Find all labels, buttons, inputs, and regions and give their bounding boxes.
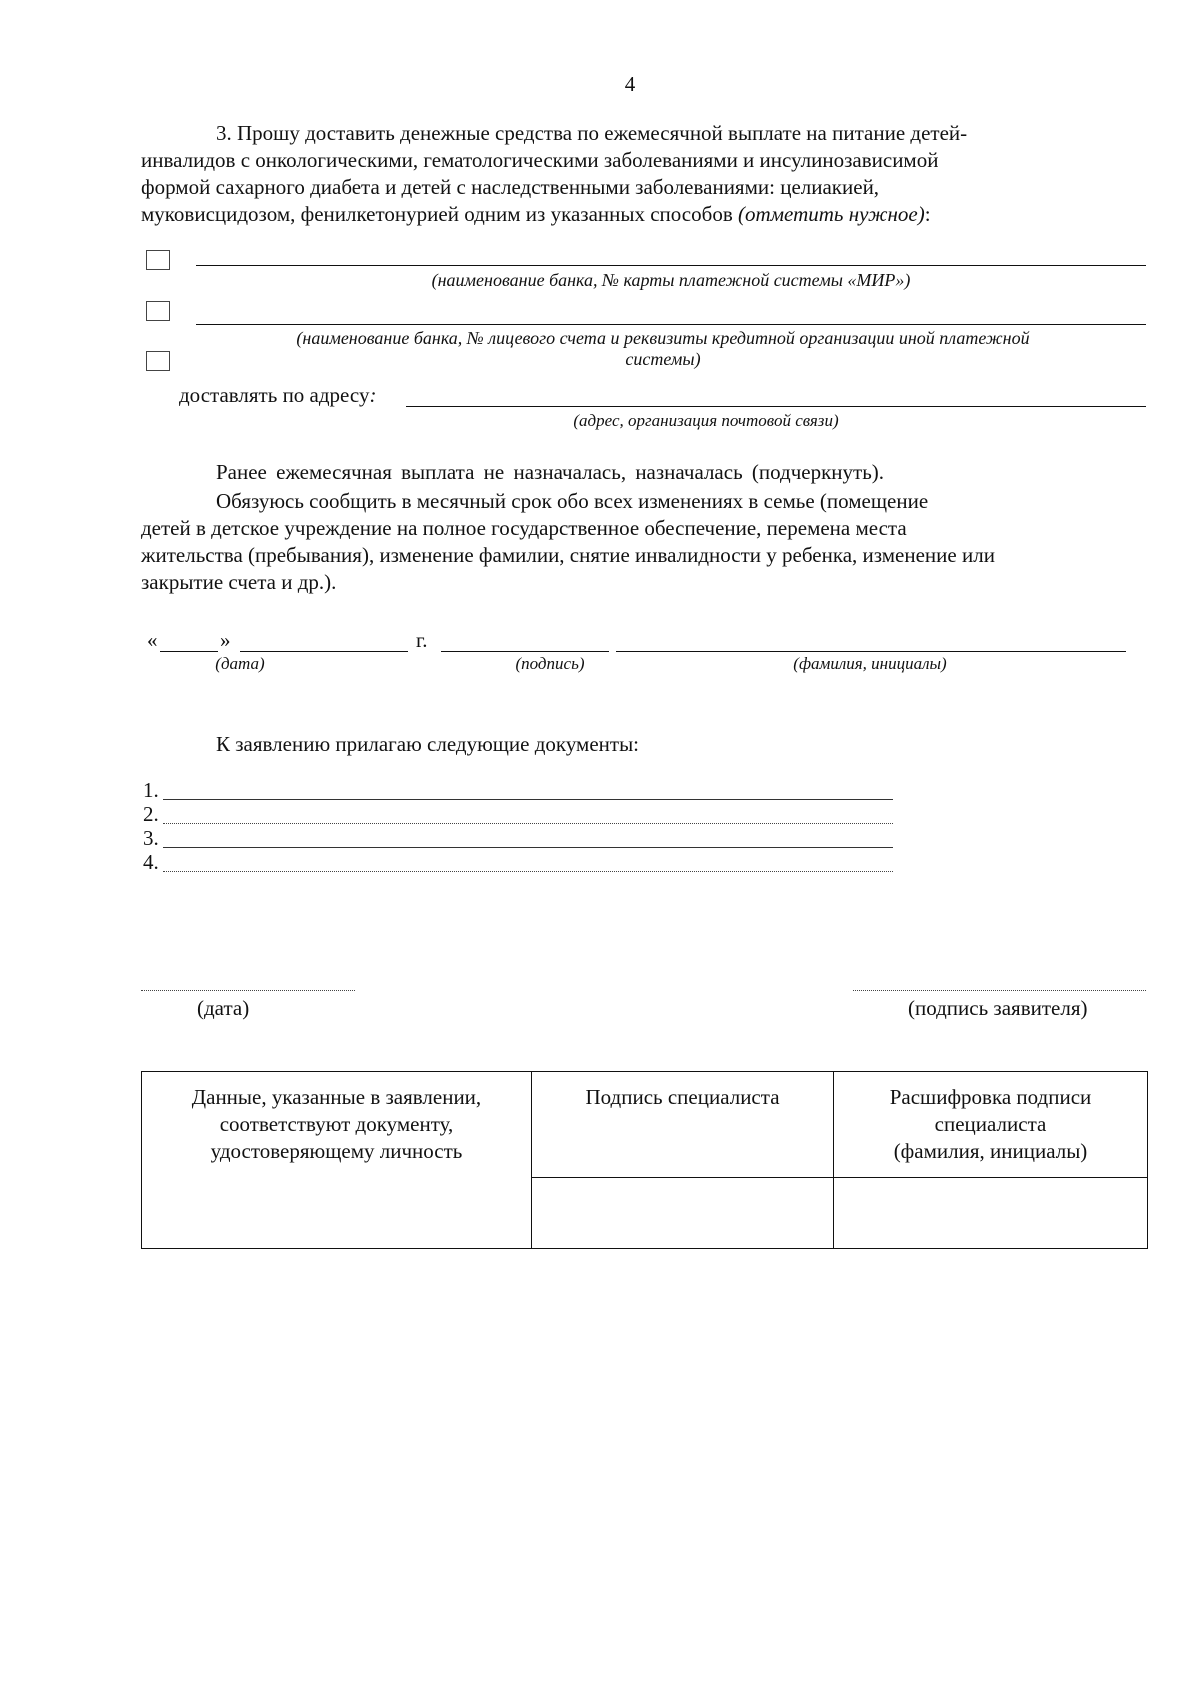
footer-signature-line: [853, 990, 1146, 991]
day-line: [160, 651, 218, 652]
section-3-line-1: 3. Прошу доставить денежные средства по ежемесячной выплате на питание детей-: [216, 121, 968, 145]
postal-delivery-checkbox[interactable]: [146, 351, 170, 371]
page-number: 4: [624, 72, 636, 96]
attachment-line-2: [163, 823, 893, 824]
note-mark-needed: (отметить нужное): [737, 202, 925, 226]
specialist-table: [141, 1071, 1148, 1249]
attachments-heading: К заявлению прилагаю следующие документы:: [216, 732, 640, 756]
address-caption: (адрес, организация почтовой связи): [573, 411, 839, 430]
obligation-line-2: детей в детское учреждение на полное государственное обеспечение, перемена места: [141, 516, 907, 540]
attachment-line-4: [163, 871, 893, 872]
identity-check-cell: Данные, указанные в заявлении, соответствуют документу, удостоверяющему личность: [142, 1072, 532, 1249]
month-line: [240, 651, 408, 652]
specialist-signature-header: Подпись специалиста: [532, 1072, 834, 1178]
name-line: [616, 651, 1126, 652]
year-suffix: г.: [416, 628, 428, 652]
footer-signature-caption: (подпись заявителя): [908, 996, 1088, 1020]
footer-date-line: [141, 990, 355, 991]
mir-card-caption: (наименование банка, № карты платежной системы «МИР»): [431, 270, 911, 290]
obligation-line-1: Обязуюсь сообщить в месячный срок обо всех изменениях в семье (помещение: [216, 489, 929, 513]
name-caption: (фамилия, инициалы): [793, 654, 947, 673]
attachment-number-1: 1.: [143, 778, 159, 802]
attachment-line-3: [163, 847, 893, 848]
footer-date-caption: (дата): [197, 996, 250, 1020]
signature-decoding-cell[interactable]: [834, 1177, 1148, 1248]
attachment-line-1: [163, 799, 893, 800]
other-account-checkbox[interactable]: [146, 301, 170, 321]
address-label: доставлять по адресу:: [179, 383, 377, 407]
attachment-number-4: 4.: [143, 850, 159, 874]
specialist-signature-cell[interactable]: [532, 1177, 834, 1248]
signature-decoding-header: Расшифровка подписи специалиста (фамилия, инициалы): [834, 1072, 1148, 1178]
earlier-payment-text: Ранее ежемесячная выплата не назначалась, назначалась (подчеркнуть).: [216, 460, 885, 484]
quote-close: »: [220, 628, 231, 652]
section-3-paragraph: [141, 120, 1146, 228]
date-caption: (дата): [215, 654, 265, 673]
address-input[interactable]: [406, 382, 1150, 408]
other-account-caption: (наименование банка, № лицевого счета и реквизиты кредитной организации иной платежной системы): [296, 328, 1030, 369]
obligation-line-3: жительства (пребывания), изменение фамилии, снятие инвалидности у ребенка, изменение или: [141, 543, 995, 567]
attachment-number-2: 2.: [143, 802, 159, 826]
obligation-line-4: закрытие счета и др.).: [141, 570, 337, 594]
signature-caption: (подпись): [515, 654, 585, 673]
section-3-line-2: инвалидов с онкологическими, гематологическими заболеваниями и инсулинозависимой: [141, 148, 939, 172]
mir-card-checkbox[interactable]: [146, 250, 170, 270]
signature-line: [441, 651, 609, 652]
section-3-line-3: формой сахарного диабета и детей с наследственными заболеваниями: целиакией,: [141, 175, 880, 199]
section-3-line-4: муковисцидозом, фенилкетонурией одним из указанных способов (отметить нужное):: [141, 202, 931, 226]
obligation-paragraph: [141, 488, 1146, 596]
other-account-input[interactable]: [196, 299, 1150, 325]
mir-card-input[interactable]: [196, 240, 1150, 266]
quote-open: «: [147, 628, 158, 652]
attachment-number-3: 3.: [143, 826, 159, 850]
